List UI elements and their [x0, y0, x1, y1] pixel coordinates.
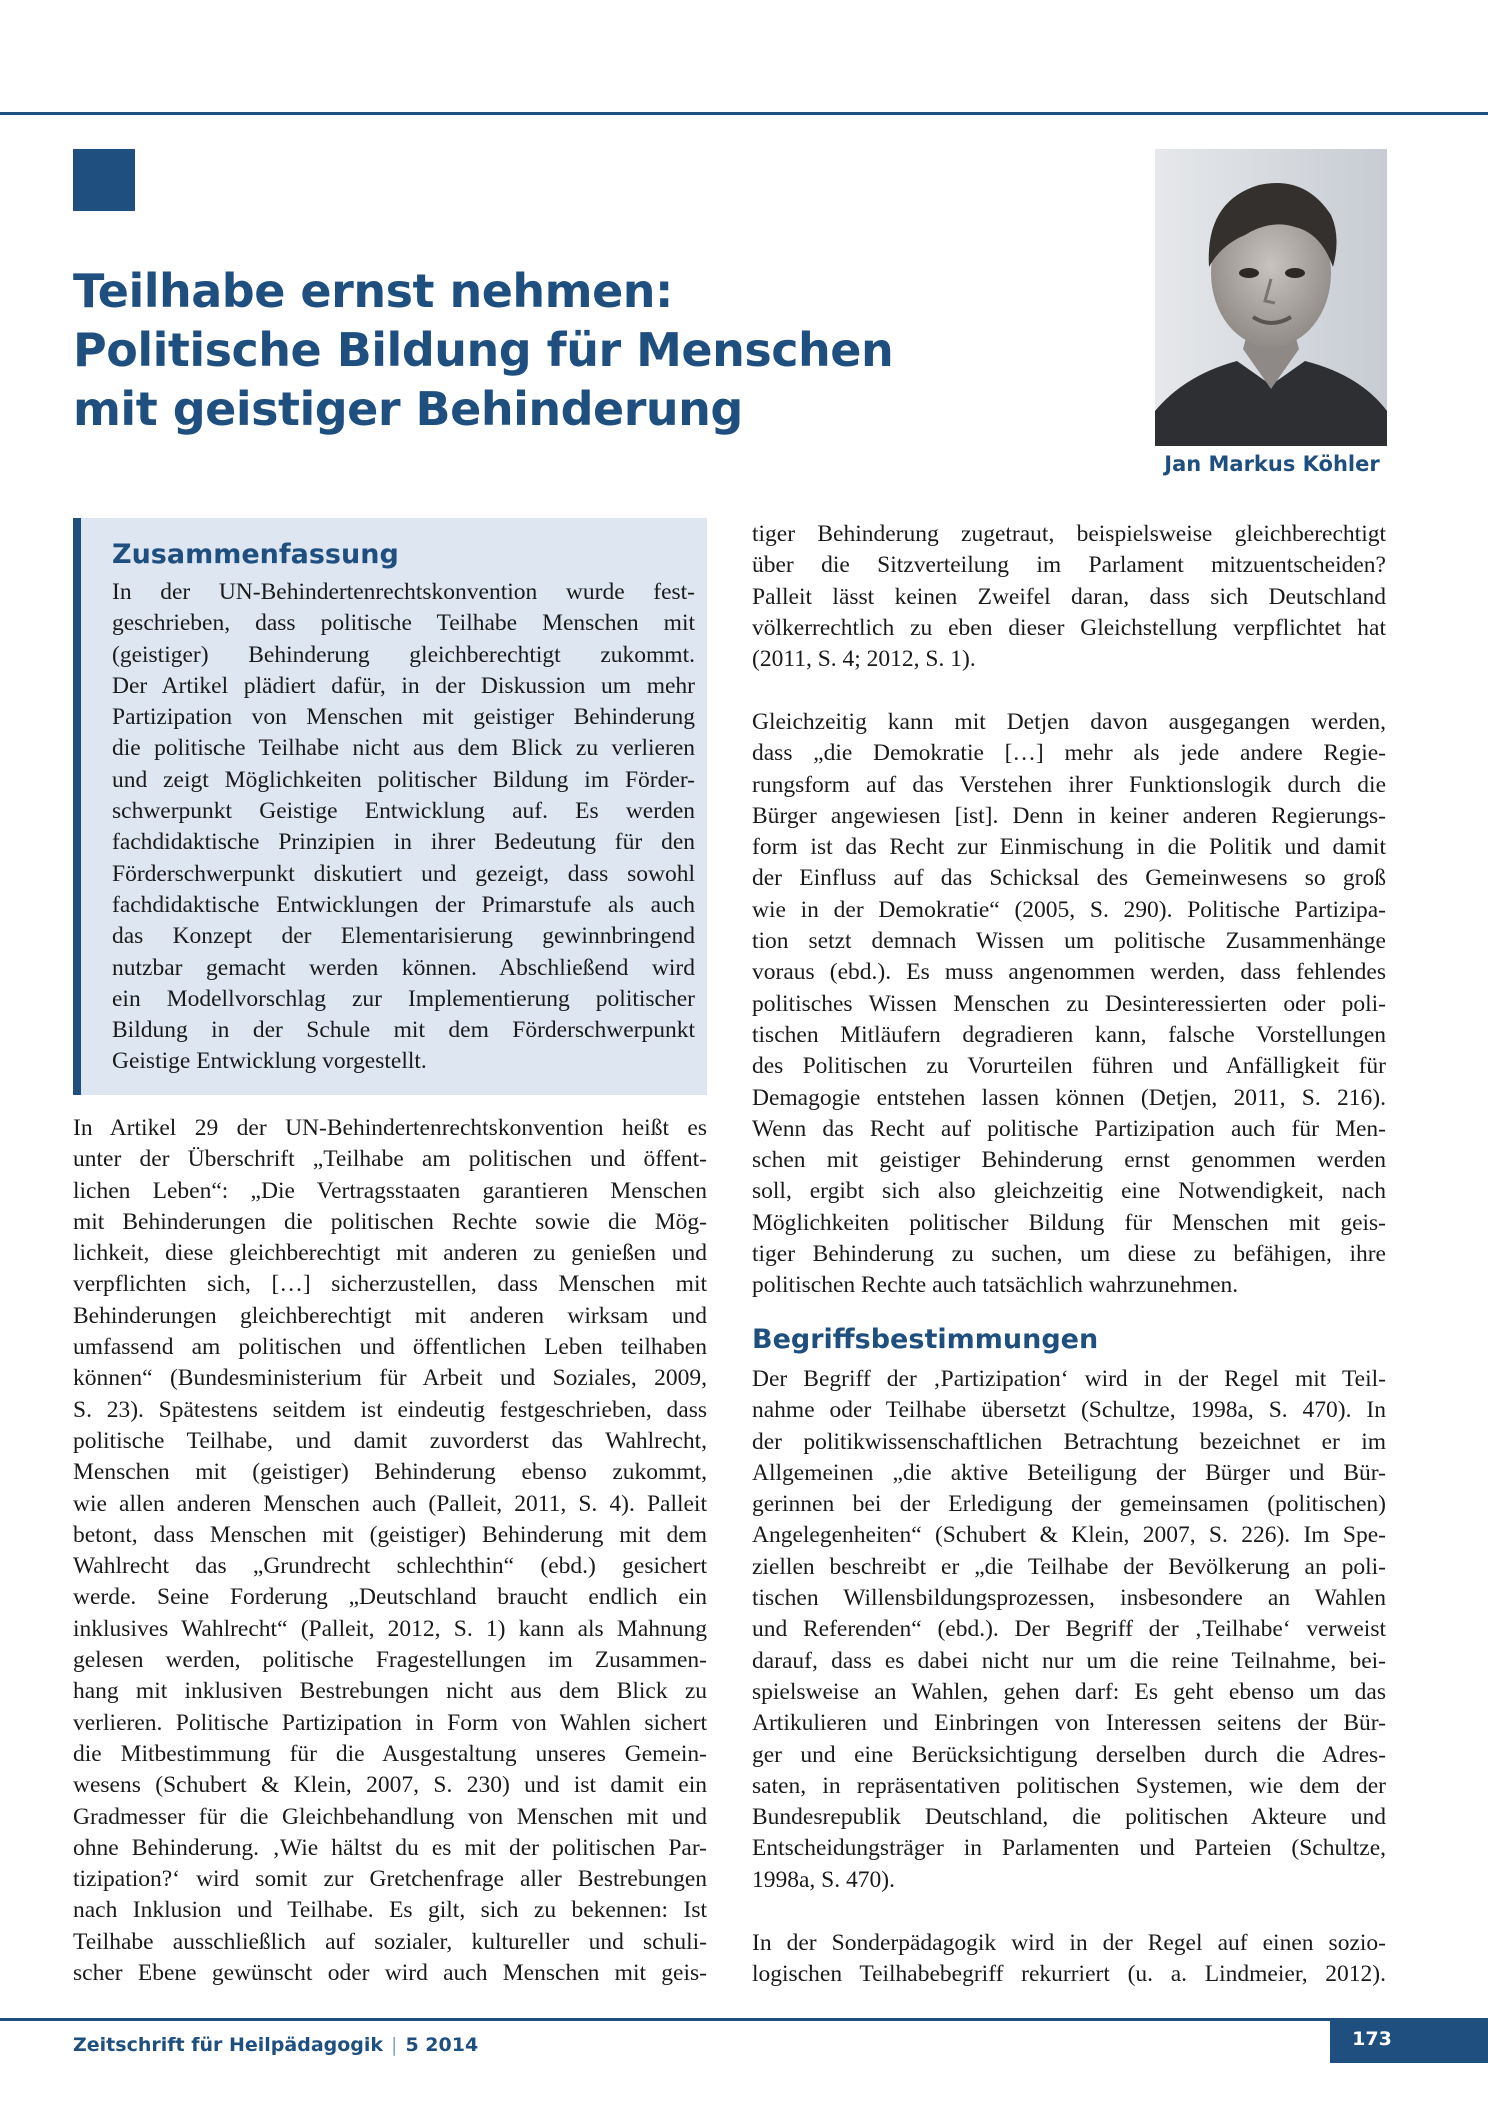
text-line: die politische Teilhabe nicht aus dem Blick zu verlieren [112, 735, 695, 762]
text-line: darauf, dass es dabei nicht nur um die reine Teilnahme, bei- [752, 1647, 1386, 1674]
text-line: mit Behinderungen die politischen Rechte sowie die Mög- [73, 1208, 707, 1235]
article-title [73, 262, 973, 439]
text-line: Partizipation von Menschen mit geistiger Behinderung [112, 704, 695, 731]
text-line: unter der Überschrift „Teilhabe am politischen und öffent- [73, 1146, 707, 1173]
text-line: der Einfluss auf das Schicksal des Gemeinwesens so groß [752, 865, 1386, 892]
title-line: Teilhabe ernst nehmen: [73, 264, 673, 318]
text-line: hang mit inklusiven Bestrebungen nicht aus dem Blick zu [73, 1678, 707, 1705]
author-portrait-image [1155, 149, 1387, 446]
text-line: voraus (ebd.). Es muss angenommen werden, dass fehlendes [752, 959, 1386, 986]
text-line: (geistiger) Behinderung gleichberechtigt zukommt. [112, 641, 695, 668]
text-line: Wahlrecht das „Grundrecht schlechthin“ (ebd.) gesichert [73, 1553, 707, 1580]
text-line: tischen Mitläufern degradieren kann, falsche Vorstellungen [752, 1021, 1386, 1048]
footer-separator: | [391, 2034, 398, 2056]
top-rule [0, 112, 1488, 115]
text-line: tiger Behinderung zugetraut, beispielsweise gleichberechtigt [752, 521, 1386, 547]
abstract-text [112, 577, 695, 1078]
text-line: Artikulieren und Einbringen von Interessen seitens der Bür- [752, 1710, 1386, 1737]
text-line: Bildung in der Schule mit dem Förderschwerpunkt [112, 1017, 695, 1044]
text-line: In der UN-Behindertenrechtskonvention wurde fest- [112, 579, 695, 605]
journal-name: Zeitschrift für Heilpädagogik [73, 2034, 384, 2056]
text-line: Demagogie entstehen lassen können (Detjen, 2011, S. 216). [752, 1084, 1386, 1111]
text-line: spielsweise an Wahlen, gehen darf: Es geht ebenso um das [752, 1678, 1386, 1705]
text-line: Behinderungen gleichberechtigt mit anderen wirksam und [73, 1302, 707, 1329]
text-line: Möglichkeiten politischer Bildung für Menschen mit geis- [752, 1209, 1386, 1236]
title-line: Politische Bildung für Menschen [73, 323, 894, 377]
text-line: Gleichzeitig kann mit Detjen davon ausgegangen werden, [752, 709, 1386, 735]
footer-rule [0, 2018, 1488, 2021]
journal-issue: 5 2014 [405, 2034, 479, 2056]
title-line: mit geistiger Behinderung [73, 382, 743, 436]
text-line: umfassend am politischen und öffentlichen Leben teilhaben [73, 1334, 707, 1361]
text-line: und Referenden“ (ebd.). Der Begriff der ‚Teilhabe‘ verweist [752, 1616, 1386, 1643]
text-line: Förderschwerpunkt diskutiert und gezeigt, dass sowohl [112, 860, 695, 887]
text-line: tizipation?‘ wird somit zur Gretchenfrage aller Bestrebungen [73, 1866, 707, 1893]
text-line: politische Teilhabe, und damit zuvorderst das Wahlrecht, [73, 1427, 707, 1454]
text-line: fachdidaktische Entwicklungen der Primarstufe als auch [112, 891, 695, 918]
text-line: Gradmesser für die Gleichbehandlung von Menschen mit und [73, 1803, 707, 1830]
right-column-paragraph [752, 707, 1386, 1302]
text-line: politisches Wissen Menschen zu Desinteressierten oder poli- [752, 990, 1386, 1017]
text-line: schwerpunkt Geistige Entwicklung auf. Es werden [112, 798, 695, 825]
text-line: In Artikel 29 der UN-Behindertenrechtskonvention heißt es [73, 1115, 707, 1141]
section-marker [73, 149, 135, 211]
text-line: Palleit lässt keinen Zweifel daran, dass sich Deutschland [752, 583, 1386, 610]
text-line: ohne Behinderung. ‚Wie hältst du es mit der politischen Par- [73, 1834, 707, 1861]
text-line: politischen Rechte auch tatsächlich wahrzunehmen. [752, 1272, 1239, 1299]
text-line: können“ (Bundesministerium für Arbeit und Soziales, 2009, [73, 1365, 707, 1392]
text-line: Menschen mit (geistiger) Behinderung ebenso zukommt, [73, 1459, 707, 1486]
text-line: lichen Leben“: „Die Vertragsstaaten garantieren Menschen [73, 1177, 707, 1204]
text-line: betont, dass Menschen mit (geistiger) Behinderung mit dem [73, 1521, 707, 1548]
text-line: Allgemeinen „die aktive Beteiligung der Bürger und Bür- [752, 1459, 1386, 1486]
text-line: saten, in repräsentativen politischen Systemen, wie dem der [752, 1772, 1386, 1799]
text-line: die Mitbestimmung für die Ausgestaltung unseres Gemein- [73, 1740, 707, 1767]
text-line: das Konzept der Elementarisierung gewinnbringend [112, 923, 695, 950]
text-line: Bürger angewiesen [ist]. Denn in keiner anderen Regierungs- [752, 802, 1386, 829]
text-line: gerinnen bei der Erledigung der gemeinsamen (politischen) [752, 1491, 1386, 1518]
text-line: tischen Willensbildungsprozessen, insbesondere an Wahlen [752, 1585, 1386, 1612]
text-line: nach Inklusion und Teilhabe. Es gilt, sich zu bekennen: Ist [73, 1897, 707, 1924]
text-line: ein Modellvorschlag zur Implementierung politischer [112, 985, 695, 1012]
journal-footer [73, 2034, 478, 2056]
text-line: scher Ebene gewünscht oder wird auch Menschen mit geis- [73, 1960, 707, 1987]
right-column-paragraph [752, 1364, 1386, 1896]
text-line: verlieren. Politische Partizipation in Form von Wahlen sichert [73, 1709, 707, 1736]
text-line: S. 23). Spätestens seitdem ist eindeutig festgeschrieben, dass [73, 1396, 707, 1423]
text-line: völkerrechtlich zu eben dieser Gleichstellung verpflichtet hat [752, 614, 1386, 641]
text-line: gelesen werden, politische Fragestellungen im Zusammen- [73, 1647, 707, 1674]
text-line: soll, ergibt sich also gleichzeitig eine Notwendigkeit, nach [752, 1178, 1386, 1205]
text-line: verpflichten sich, […] sicherzustellen, dass Menschen mit [73, 1271, 707, 1298]
text-line: ziellen beschreibt er „die Teilhabe der Bevölkerung an poli- [752, 1553, 1386, 1580]
text-line: und zeigt Möglichkeiten politischer Bildung im Förder- [112, 766, 695, 793]
text-line: 1998a, S. 470). [752, 1866, 895, 1893]
text-line: Teilhabe ausschließlich auf sozialer, kultureller und schuli- [73, 1928, 707, 1955]
text-line: tiger Behinderung zu suchen, um diese zu befähigen, ihre [752, 1241, 1386, 1268]
right-column-paragraph [752, 1928, 1386, 1991]
text-line: ger und eine Berücksichtigung derselben durch die Adres- [752, 1741, 1386, 1768]
text-line: nutzbar gemacht werden können. Abschließend wird [112, 954, 695, 981]
text-line: über die Sitzverteilung im Parlament mitzuentscheiden? [752, 552, 1386, 579]
text-line: Geistige Entwicklung vorgestellt. [112, 1048, 427, 1075]
text-line: Entscheidungsträger in Parlamenten und Parteien (Schultze, [752, 1835, 1386, 1862]
text-line: Angelegenheiten“ (Schubert & Klein, 2007, S. 226). Im Spe- [752, 1522, 1386, 1549]
abstract-heading: Zusammenfassung [112, 539, 399, 570]
author-photo [1155, 149, 1387, 446]
text-line: logischen Teilhabebegriff rekurriert (u. a. Lindmeier, 2012). [752, 1961, 1386, 1988]
text-line: nahme oder Teilhabe übersetzt (Schultze, 1998a, S. 470). In [752, 1397, 1386, 1424]
text-line: Der Artikel plädiert dafür, in der Diskussion um mehr [112, 672, 695, 699]
text-line: (2011, S. 4; 2012, S. 1). [752, 646, 976, 673]
page-number: 173 [1352, 2028, 1392, 2050]
text-line: Der Begriff der ‚Partizipation‘ wird in der Regel mit Teil- [752, 1366, 1386, 1392]
text-line: inklusives Wahlrecht“ (Palleit, 2012, S. 1) kann als Mahnung [73, 1615, 707, 1642]
author-name: Jan Markus Köhler [1164, 452, 1380, 476]
text-line: werde. Seine Forderung „Deutschland braucht endlich ein [73, 1584, 707, 1611]
text-line: form ist das Recht zur Einmischung in die Politik und damit [752, 834, 1386, 861]
text-line: der politikwissenschaftlichen Betrachtung bezeichnet er im [752, 1428, 1386, 1455]
text-line: schen mit geistiger Behinderung ernst genommen werden [752, 1147, 1386, 1174]
right-column-paragraph [752, 519, 1386, 675]
text-line: wesens (Schubert & Klein, 2007, S. 230) und ist damit ein [73, 1772, 707, 1799]
text-line: tion setzt demnach Wissen um politische Zusammenhänge [752, 928, 1386, 955]
text-line: des Politischen zu Vorurteilen führen und Anfälligkeit für [752, 1053, 1386, 1080]
text-line: lichkeit, diese gleichberechtigt mit anderen zu genießen und [73, 1240, 707, 1267]
text-line: Wenn das Recht auf politische Partizipation auch für Men- [752, 1115, 1386, 1142]
text-line: wie allen anderen Menschen auch (Palleit, 2011, S. 4). Palleit [73, 1490, 707, 1517]
left-column-body [73, 1113, 707, 1989]
text-line: rungsform auf das Verstehen ihrer Funktionslogik durch die [752, 771, 1386, 798]
text-line: fachdidaktische Prinzipien in ihrer Bedeutung für den [112, 829, 695, 856]
text-line: In der Sonderpädagogik wird in der Regel auf einen sozio- [752, 1930, 1386, 1956]
section-heading: Begriffsbestimmungen [752, 1324, 1099, 1355]
text-line: Bundesrepublik Deutschland, die politischen Akteure und [752, 1804, 1386, 1831]
text-line: dass „die Demokratie […] mehr als jede andere Regie- [752, 740, 1386, 767]
text-line: wie in der Demokratie“ (2005, S. 290). Politische Partizipa- [752, 896, 1386, 923]
text-line: geschrieben, dass politische Teilhabe Menschen mit [112, 610, 695, 637]
